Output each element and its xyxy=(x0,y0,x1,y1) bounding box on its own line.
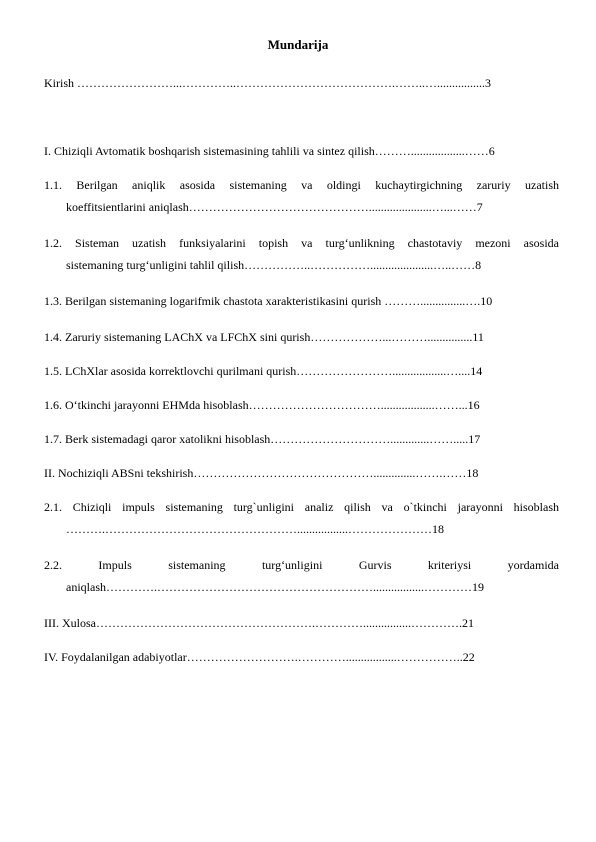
toc-line: 1.4. Zaruriy sistemaning LAChX va LFChX sini qurish………………...………...............11 xyxy=(44,330,484,344)
toc-line: I. Chiziqli Avtomatik boshqarish sistemasining tahlili va sintez qilish………..................……6 xyxy=(44,144,495,158)
toc-entry xyxy=(44,616,559,630)
toc-entry xyxy=(44,330,559,344)
toc-entry xyxy=(44,650,559,664)
toc-entry xyxy=(44,500,559,536)
toc-entry xyxy=(44,178,559,214)
toc-line: ……….………………………………………….................…………………18 xyxy=(66,522,444,536)
toc-line: 1.6. O‘tkinchi jarayonni EHMda hisoblash……………………………..................……...16 xyxy=(44,398,480,412)
toc-line: 1.5. LChXlar asosida korrektlovchi qurilmani qurish……………………..................…....14 xyxy=(44,364,483,378)
toc-line: koeffitsientlarini aniqlash……………………………………….....................…...……7 xyxy=(66,200,483,214)
toc-line: 1.2. Sisteman uzatish funksiyalarini topish va turg‘unlikning chastotaviy mezoni asosida xyxy=(44,236,559,250)
toc-entry xyxy=(44,398,559,412)
toc-entry xyxy=(44,294,559,308)
toc-line: aniqlash………….……………………………………………….................…………19 xyxy=(66,580,484,594)
toc-entry xyxy=(44,558,559,594)
toc-line: 1.1. Berilgan aniqlik asosida sistemaning va oldingi kuchaytirgichning zaruriy uzatish xyxy=(44,178,559,192)
toc-line: 2.2. Impuls sistemaning turg‘unligini Gurvis kriteriysi yordamida xyxy=(44,558,559,572)
toc-line: 2.1. Chiziqli impuls sistemaning turg`unligini analiz qilish va o`tkinchi jarayonni hisoblash xyxy=(44,500,559,514)
toc-entry xyxy=(44,236,559,272)
page-title: Mundarija xyxy=(267,37,329,52)
toc-entry xyxy=(44,364,559,378)
toc-line: 1.3. Berilgan sistemaning logarifmik chastota xarakteristikasini qurish ………...............….10 xyxy=(44,294,493,308)
toc-entry xyxy=(44,432,559,446)
toc-line: IV. Foydalanilgan adabiyotlar……………………….………….................……………..22 xyxy=(44,650,475,664)
toc-entry xyxy=(44,76,559,90)
toc-line: 1.7. Berk sistemadagi qaror xatolikni hisoblash………………………….............…….....17 xyxy=(44,432,481,446)
toc-entry xyxy=(44,466,559,480)
toc-line: II. Nochiziqli ABSni tekshirish………………………………………..............…….……18 xyxy=(44,466,479,480)
toc-line: Kirish ……………………...…………..………………………………….……..…................3 xyxy=(44,76,491,90)
toc-line: sistemaning turg‘unligini tahlil qilish……………..…………….....................…..……8 xyxy=(66,258,482,272)
toc-line: III. Xulosa……………………………………………….…………................………….21 xyxy=(44,616,474,630)
toc-entry xyxy=(44,144,559,158)
